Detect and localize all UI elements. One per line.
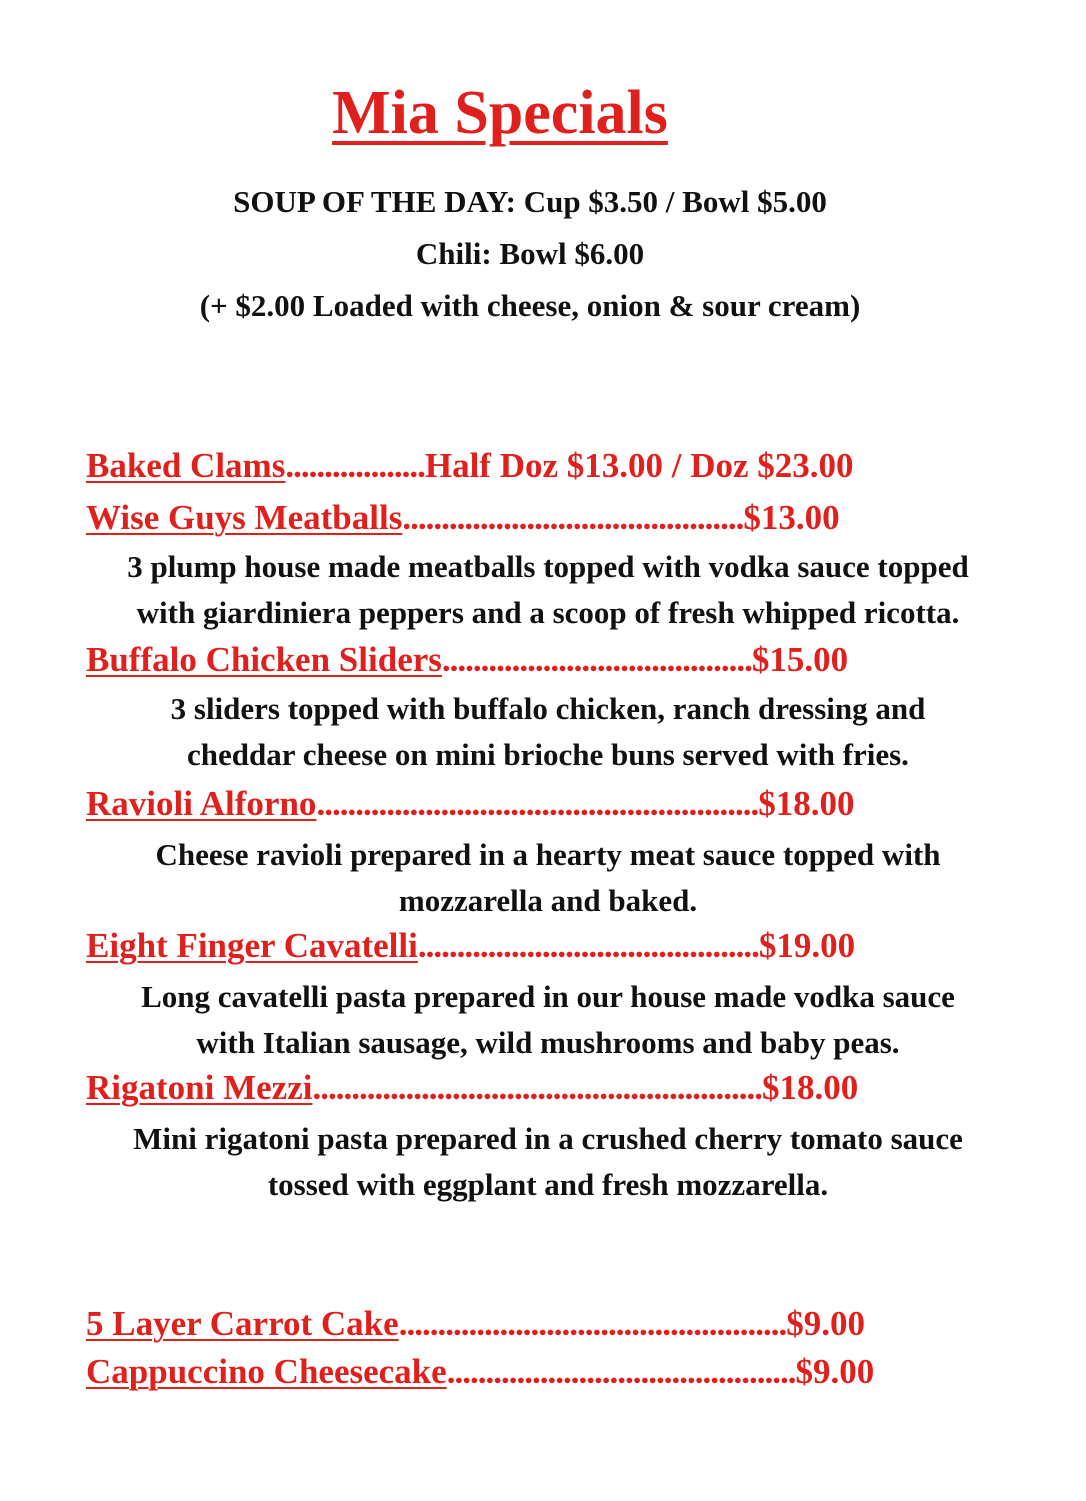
soup-line: SOUP OF THE DAY: Cup $3.50 / Bowl $5.00 — [233, 184, 827, 219]
description-line: with giardiniera peppers and a scoop of fresh whipped ricotta. — [136, 595, 960, 630]
item-dots: .......................................................... — [312, 1068, 762, 1107]
menu-item — [86, 926, 855, 966]
item-description — [86, 1116, 1010, 1208]
menu-item — [86, 784, 854, 824]
item-price: Half Doz $13.00 / Doz $23.00 — [424, 446, 854, 485]
description-line: cheddar cheese on mini brioche buns served with fries. — [187, 737, 909, 772]
item-price: $19.00 — [758, 926, 856, 965]
item-name: Rigatoni Mezzi — [86, 1068, 313, 1107]
item-description — [86, 686, 1010, 778]
item-dots: ............................................ — [402, 498, 744, 537]
description-line: Mini rigatoni pasta prepared in a crushed cherry tomato sauce — [133, 1121, 963, 1156]
item-dots: .................................................. — [398, 1304, 787, 1343]
description-line: with Italian sausage, wild mushrooms and baby peas. — [196, 1025, 900, 1060]
item-name: Eight Finger Cavatelli — [86, 926, 418, 965]
menu-item — [86, 1068, 858, 1108]
item-price: $15.00 — [751, 640, 849, 679]
item-price: $18.00 — [758, 784, 855, 823]
item-price: $9.00 — [786, 1304, 865, 1343]
item-description — [86, 832, 1010, 924]
item-name: 5 Layer Carrot Cake — [86, 1304, 399, 1343]
menu-item — [86, 446, 854, 486]
page-title: Mia Specials — [332, 79, 668, 147]
item-name: Baked Clams — [86, 446, 286, 485]
item-price: $13.00 — [743, 498, 840, 537]
item-description — [86, 974, 1010, 1066]
item-dots: ......................................................... — [316, 784, 759, 823]
item-dots: ............................................ — [417, 926, 759, 965]
menu-item — [86, 640, 848, 680]
loaded-option-line: (+ $2.00 Loaded with cheese, onion & sour cream) — [199, 288, 861, 323]
item-dots: .................. — [285, 446, 425, 485]
item-dots: ............................................. — [446, 1352, 796, 1391]
dessert-item — [86, 1352, 874, 1392]
description-line: 3 plump house made meatballs topped with vodka sauce topped — [127, 549, 969, 584]
item-price: $9.00 — [795, 1352, 875, 1391]
item-dots: ........................................ — [441, 640, 752, 679]
item-name: Buffalo Chicken Sliders — [86, 640, 442, 679]
description-line: Cheese ravioli prepared in a hearty meat sauce topped with — [155, 837, 941, 872]
dessert-item — [86, 1304, 865, 1344]
description-line: tossed with eggplant and fresh mozzarella. — [267, 1167, 829, 1202]
description-line: 3 sliders topped with buffalo chicken, ranch dressing and — [170, 691, 926, 726]
item-description — [86, 544, 1010, 636]
chili-line: Chili: Bowl $6.00 — [415, 236, 645, 271]
item-name: Cappuccino Cheesecake — [86, 1352, 447, 1391]
description-line: mozzarella and baked. — [398, 883, 698, 918]
item-price: $18.00 — [761, 1068, 859, 1107]
item-name: Ravioli Alforno — [86, 784, 317, 823]
description-line: Long cavatelli pasta prepared in our house made vodka sauce — [141, 979, 955, 1014]
item-name: Wise Guys Meatballs — [86, 498, 403, 537]
menu-item — [86, 498, 840, 538]
